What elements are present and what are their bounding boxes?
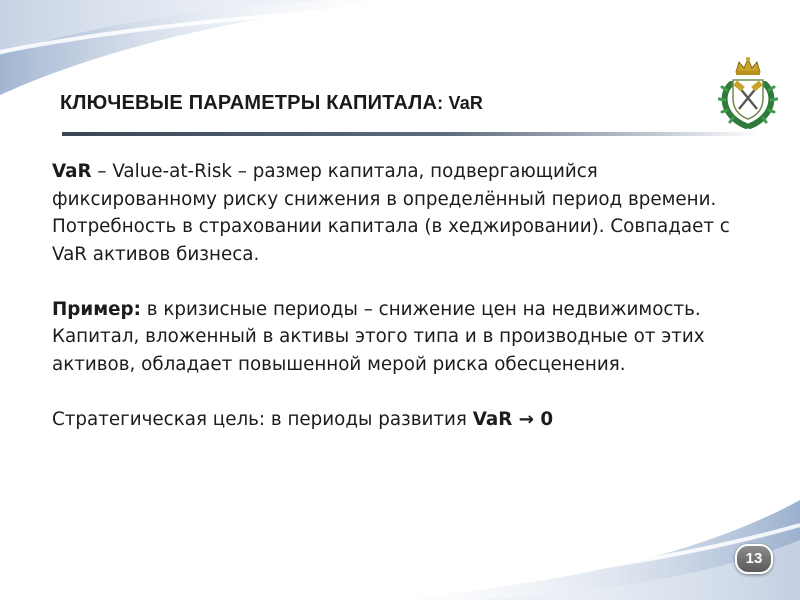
goal-paragraph <box>52 406 767 434</box>
slide-body <box>52 158 767 433</box>
definition-term: VaR <box>52 161 92 182</box>
example-label: Пример: <box>52 298 141 320</box>
example-paragraph <box>52 296 767 379</box>
slide-title-suffix: : VaR <box>437 93 484 113</box>
goal-formula: VaR → 0 <box>472 408 554 430</box>
definition-text: – Value-at-Risk – размер капитала, подвергающийся фиксированному риску снижения в определённый период времени. Потребность в страховании капитала (в хеджировании). Совпадает с VaR активов бизнеса. <box>52 161 730 265</box>
university-emblem-icon <box>718 54 778 130</box>
page-number-badge: 13 <box>735 544 773 574</box>
slide-title-main: КЛЮЧЕВЫЕ ПАРАМЕТРЫ КАПИТАЛА <box>60 92 438 114</box>
slide-title <box>60 92 483 115</box>
example-text: в кризисные периоды – снижение цен на недвижимость. Капитал, вложенный в активы этого типа и в производные от этих активов, обладает повышенной мерой риска обесценения. <box>52 298 705 375</box>
title-underline <box>62 132 760 136</box>
goal-text: Стратегическая цель: в периоды развития <box>52 408 473 430</box>
definition-paragraph <box>52 158 767 268</box>
